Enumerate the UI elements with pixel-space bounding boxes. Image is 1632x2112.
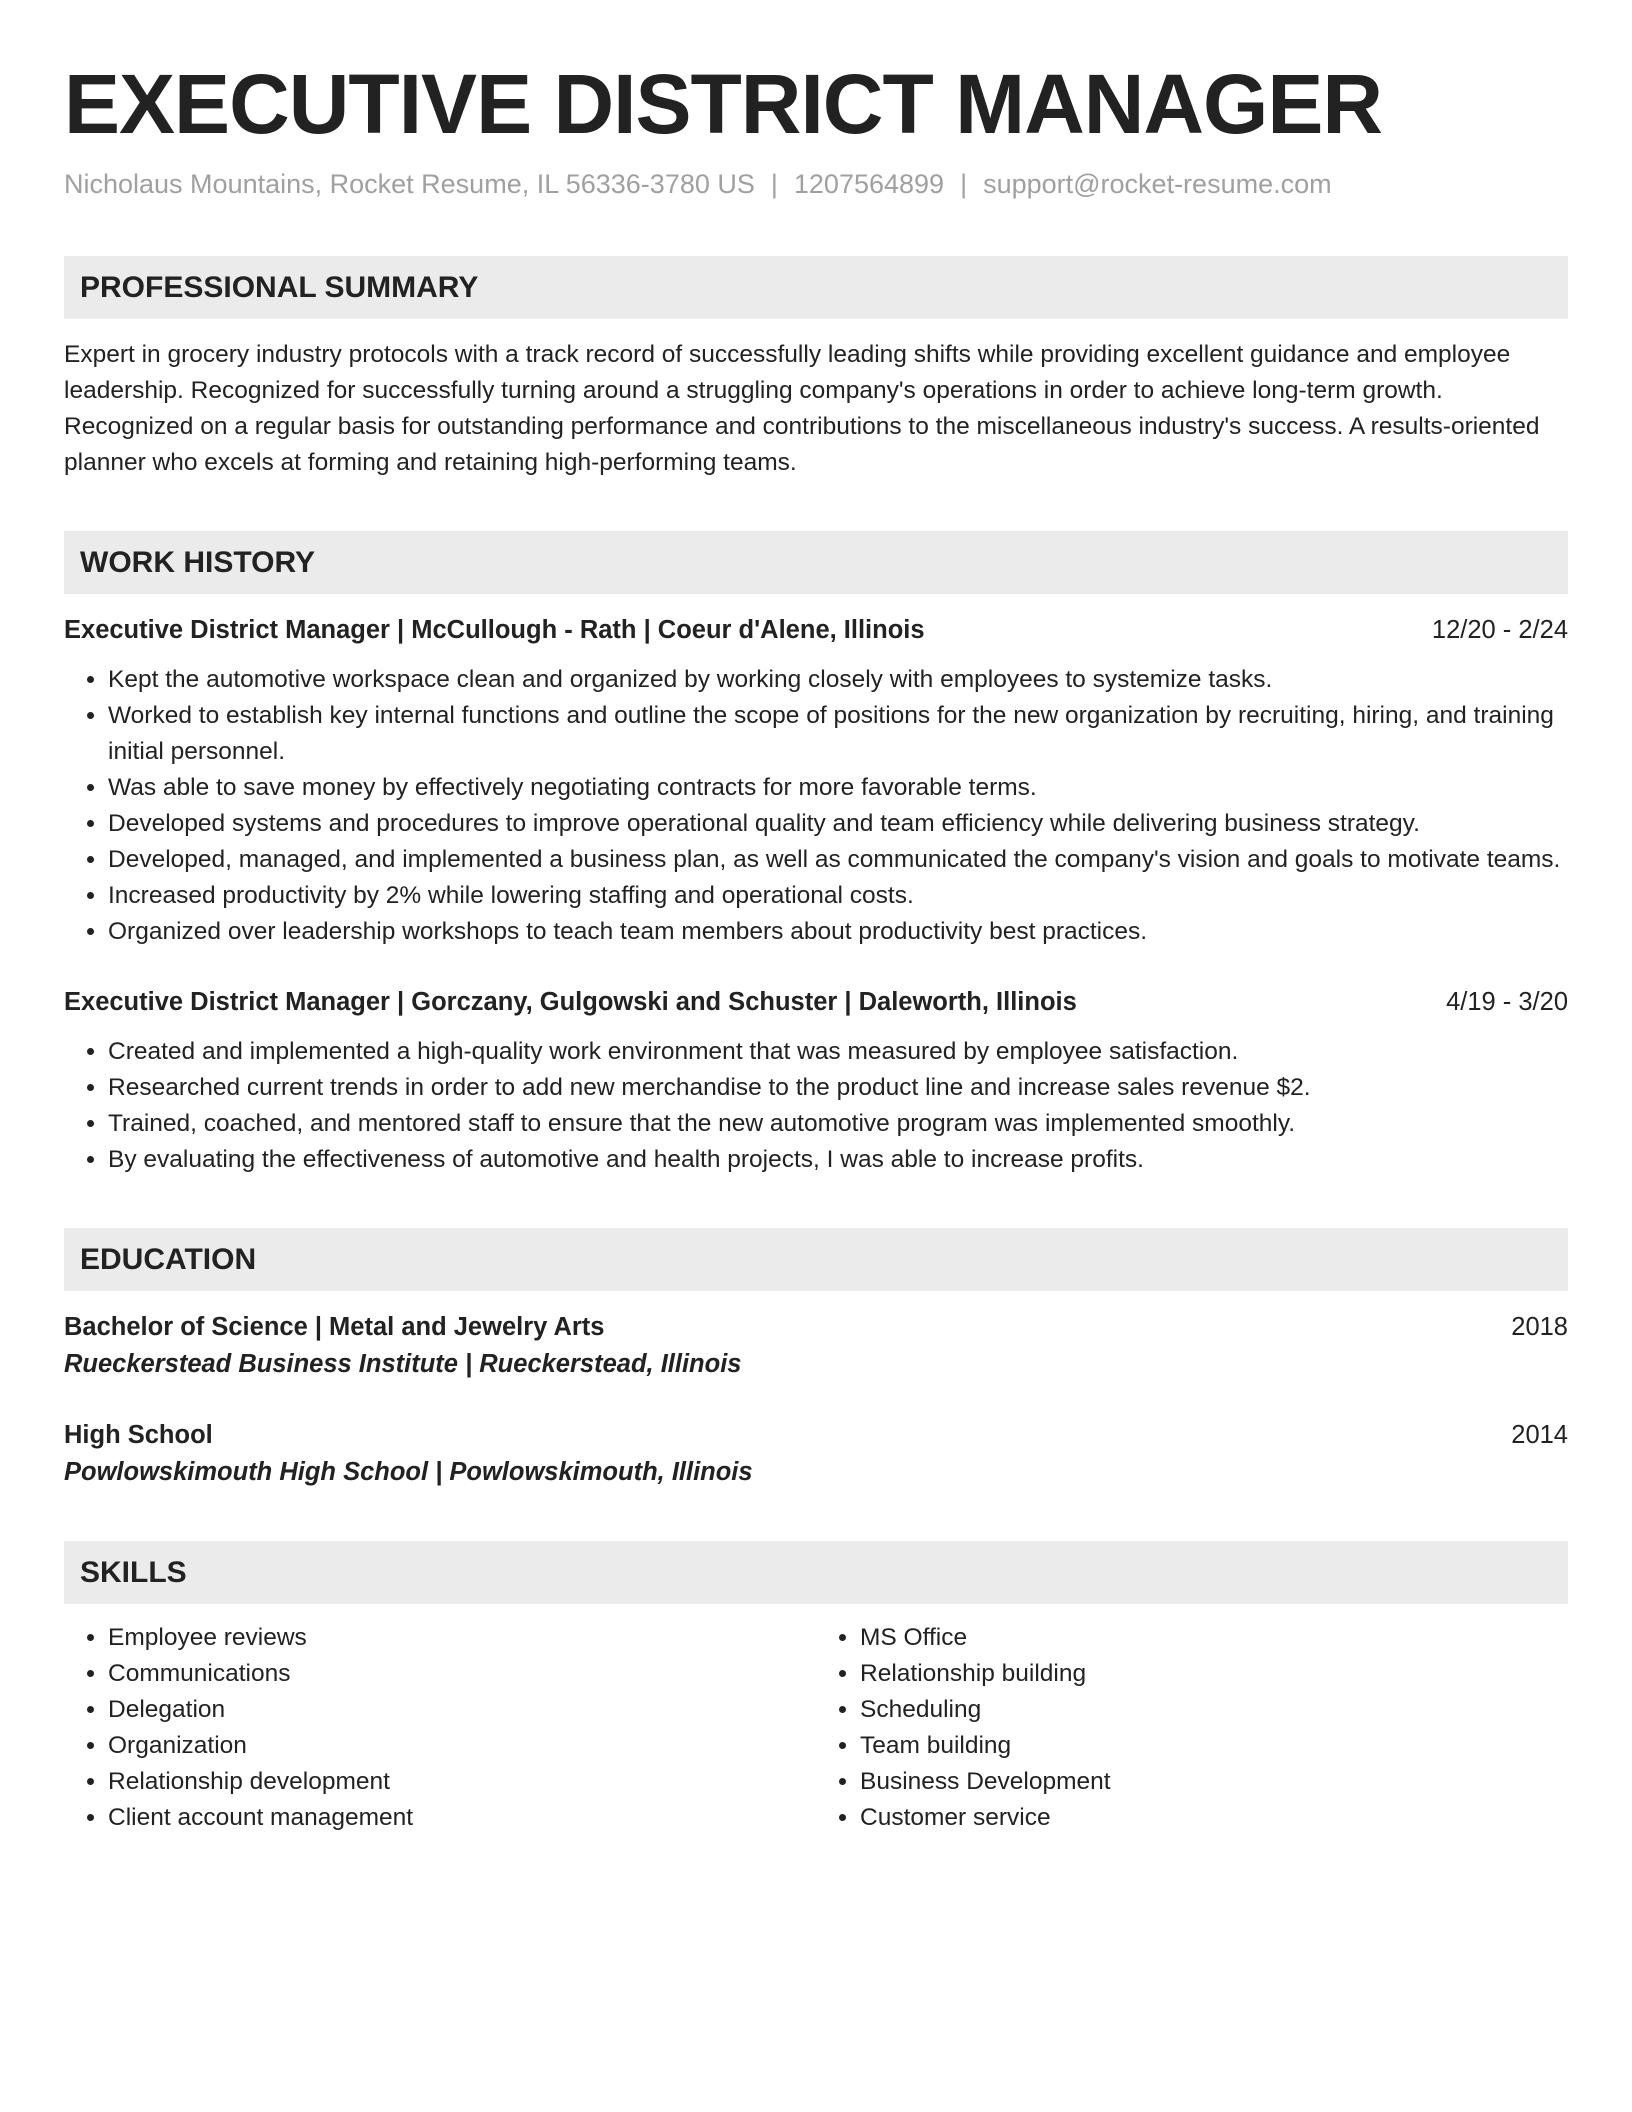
skill-item: • Delegation — [108, 1692, 816, 1728]
skills-list — [64, 1620, 1568, 1836]
skill-item: • Business Development — [860, 1764, 1568, 1800]
job-bullet: • Organized over leadership workshops to teach team members about productivity best practices. — [108, 914, 1568, 950]
contact-separator: | — [770, 169, 778, 199]
job-bullet: • Was able to save money by effectively negotiating contracts for more favorable terms. — [108, 770, 1568, 806]
education-header — [64, 1417, 1568, 1453]
skill-item: • Client account management — [108, 1800, 816, 1836]
job-dates: 4/19 - 3/20 — [1446, 988, 1568, 1016]
job-header — [64, 612, 1568, 648]
skill-item: • MS Office — [860, 1620, 1568, 1656]
skill-item: • Relationship building — [860, 1656, 1568, 1692]
job-bullet: • Created and implemented a high-quality work environment that was measured by employee satisfaction. — [108, 1034, 1568, 1070]
job-dates: 12/20 - 2/24 — [1431, 616, 1568, 644]
contact-line — [64, 166, 1568, 202]
skills-column-left — [64, 1620, 816, 1836]
job-bullets — [64, 1034, 1568, 1178]
skill-item: • Customer service — [860, 1800, 1568, 1836]
job-bullet: • Developed, managed, and implemented a business plan, as well as communicated the company's vision and goals to motivate teams. — [108, 842, 1568, 878]
education-entry — [64, 1309, 1568, 1383]
contact-phone: 1207564899 — [793, 169, 945, 199]
job-entry — [64, 984, 1568, 1178]
summary-text: Expert in grocery industry protocols with a track record of successfully leading shifts while providing excellent guidance and employee leadership. Recognized for successfully turning around a struggling company's operations in order to achieve long-term growth. Recognized on a regular basis for outstanding performance and contributions to the miscellaneous industry's success. A results-oriented planner who excels at forming and retaining high-performing teams. — [64, 341, 1540, 476]
contact-separator: | — [960, 169, 968, 199]
job-bullet: • Increased productivity by 2% while lowering staffing and operational costs. — [108, 878, 1568, 914]
contact-email[interactable]: support@rocket-resume.com — [983, 169, 1332, 199]
section-heading-skills: SKILLS — [64, 1541, 1568, 1604]
education-school: Rueckerstead Business Institute | Rueckerstead, Illinois — [64, 1350, 742, 1378]
job-title: Executive District Manager | McCullough - Rath | Coeur d'Alene, Illinois — [64, 616, 925, 644]
section-heading-work: WORK HISTORY — [64, 531, 1568, 594]
education-school: Powlowskimouth High School | Powlowskimouth, Illinois — [64, 1458, 753, 1486]
job-title: Executive District Manager | Gorczany, Gulgowski and Schuster | Daleworth, Illinois — [64, 988, 1077, 1016]
job-bullet: • By evaluating the effectiveness of automotive and health projects, I was able to increase profits. — [108, 1142, 1568, 1178]
resume-name: EXECUTIVE DISTRICT MANAGER — [64, 57, 1383, 151]
education-year: 2018 — [1511, 1313, 1568, 1341]
section-heading-education: EDUCATION — [64, 1228, 1568, 1291]
skill-item: • Team building — [860, 1728, 1568, 1764]
job-bullet: • Worked to establish key internal functions and outline the scope of positions for the new organization by recruiting, hiring, and training initial personnel. — [108, 698, 1568, 770]
skill-item: • Scheduling — [860, 1692, 1568, 1728]
skill-item: • Organization — [108, 1728, 816, 1764]
job-bullet: • Kept the automotive workspace clean and organized by working closely with employees to systemize tasks. — [108, 662, 1568, 698]
contact-address: Nicholaus Mountains, Rocket Resume, IL 56336-3780 US — [64, 169, 755, 199]
skill-item: • Employee reviews — [108, 1620, 816, 1656]
education-degree: Bachelor of Science | Metal and Jewelry Arts — [64, 1313, 605, 1341]
job-bullets — [64, 662, 1568, 950]
job-bullet: • Researched current trends in order to add new merchandise to the product line and increase sales revenue $2. — [108, 1070, 1568, 1106]
job-bullet: • Trained, coached, and mentored staff to ensure that the new automotive program was implemented smoothly. — [108, 1106, 1568, 1142]
skill-item: • Relationship development — [108, 1764, 816, 1800]
skill-item: • Communications — [108, 1656, 816, 1692]
job-entry — [64, 612, 1568, 950]
job-bullet: • Developed systems and procedures to improve operational quality and team efficiency while delivering business strategy. — [108, 806, 1568, 842]
section-heading-summary: PROFESSIONAL SUMMARY — [64, 256, 1568, 319]
job-header — [64, 984, 1568, 1020]
education-year: 2014 — [1511, 1421, 1568, 1449]
education-header — [64, 1309, 1568, 1345]
skills-column-right — [816, 1620, 1568, 1836]
education-entry — [64, 1417, 1568, 1491]
education-degree: High School — [64, 1421, 213, 1449]
